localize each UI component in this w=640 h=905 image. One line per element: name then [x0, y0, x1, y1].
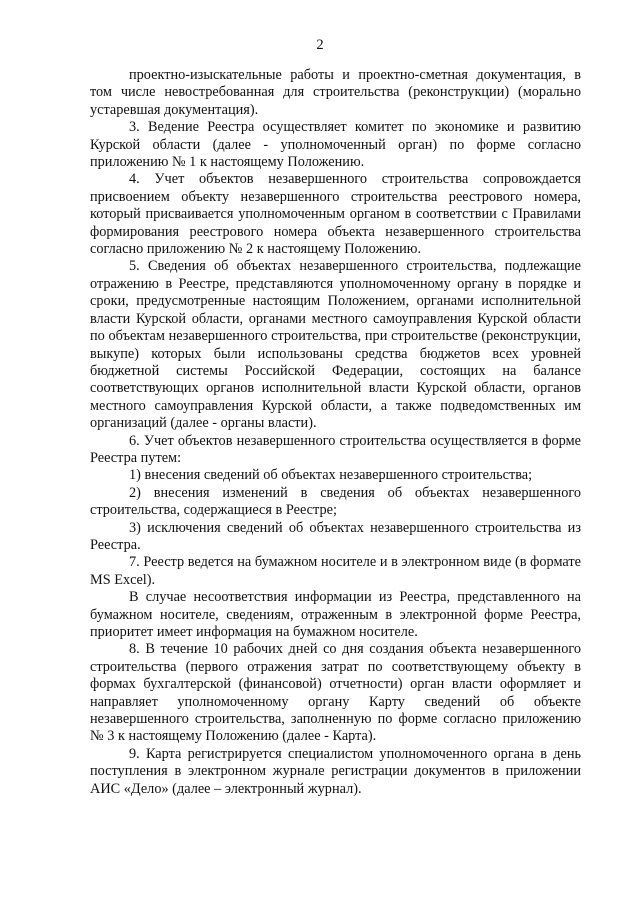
document-body [90, 67, 581, 798]
paragraph-7-format: 7. Реестр ведется на бумажном носителе и в электронном виде (в формате MS Excel). [90, 554, 581, 588]
paragraph-3-registry-keeper: 3. Ведение Реестра осуществляет комитет по экономике и развитию Курской области (далее - уполномоченный орган) по форме согласно приложению № 1 к настоящему Положению. [90, 119, 581, 171]
page-number: 2 [316, 37, 324, 53]
paragraph-4-registry-number: 4. Учет объектов незавершенного строительства сопровождается присвоением объекту незавершенного строительства реестрового номера, который присваивается уполномоченным органом в соответствии с Правилами формирования реестрового номера объекта незавершенного строительства согласно приложению № 2 к настоящему Положению. [90, 171, 581, 258]
paragraph-6-accounting: 6. Учет объектов незавершенного строительства осуществляется в форме Реестра путем: [90, 432, 581, 466]
list-item-3: 3) исключения сведений об объектах незавершенного строительства из Реестра. [90, 519, 581, 553]
list-item-2: 2) внесения изменений в сведения об объектах незавершенного строительства, содержащиеся в Реестре; [90, 484, 581, 519]
paragraph-7-priority: В случае несоответствия информации из Реестра, представленного на бумажном носителе, сведениям, отраженным в электронной форме Реестра, приоритет имеет информация на бумажном носителе. [90, 589, 581, 640]
list-item-1: 1) внесения сведений об объектах незавершенного строительства; [129, 467, 533, 484]
paragraph-5-information-sources: 5. Сведения об объектах незавершенного строительства, подлежащие отражению в Реестре, представляются уполномоченному органу в порядке и сроки, предусмотренные настоящим Положением, органами исполнительной власти Курской области, органами местного самоуправления Курской области по объектам незавершенного строительства, при строительстве (реконструкции, выкупе) которых были использованы средства бюджетов всех уровней бюджетной системы Российской Федерации, состоящих на балансе соответствующих органов исполнительной власти Курской области, органов местного самоуправления Курской области, а также подведомственных им организаций (далее - органы власти). [90, 258, 581, 432]
paragraph-8-card: 8. В течение 10 рабочих дней со дня создания объекта незавершенного строительства (первого отражения затрат по соответствующему объекту в формах бухгалтерской (финансовой) отчетности) орган власти оформляет и направляет уполномоченному органу Карту сведений об объекте незавершенного строительства, заполненную по форме согласно приложению № 3 к настоящему Положению (далее - Карта). [90, 641, 581, 745]
paragraph-continuation: проектно-изыскательные работы и проектно-сметная документация, в том числе невостребованная для строительства (реконструкции) (морально устаревшая документация). [90, 67, 581, 118]
paragraph-9-registration: 9. Карта регистрируется специалистом уполномоченного органа в день поступления в электронном журнале регистрации документов в приложении АИС «Дело» (далее – электронный журнал). [90, 745, 581, 797]
